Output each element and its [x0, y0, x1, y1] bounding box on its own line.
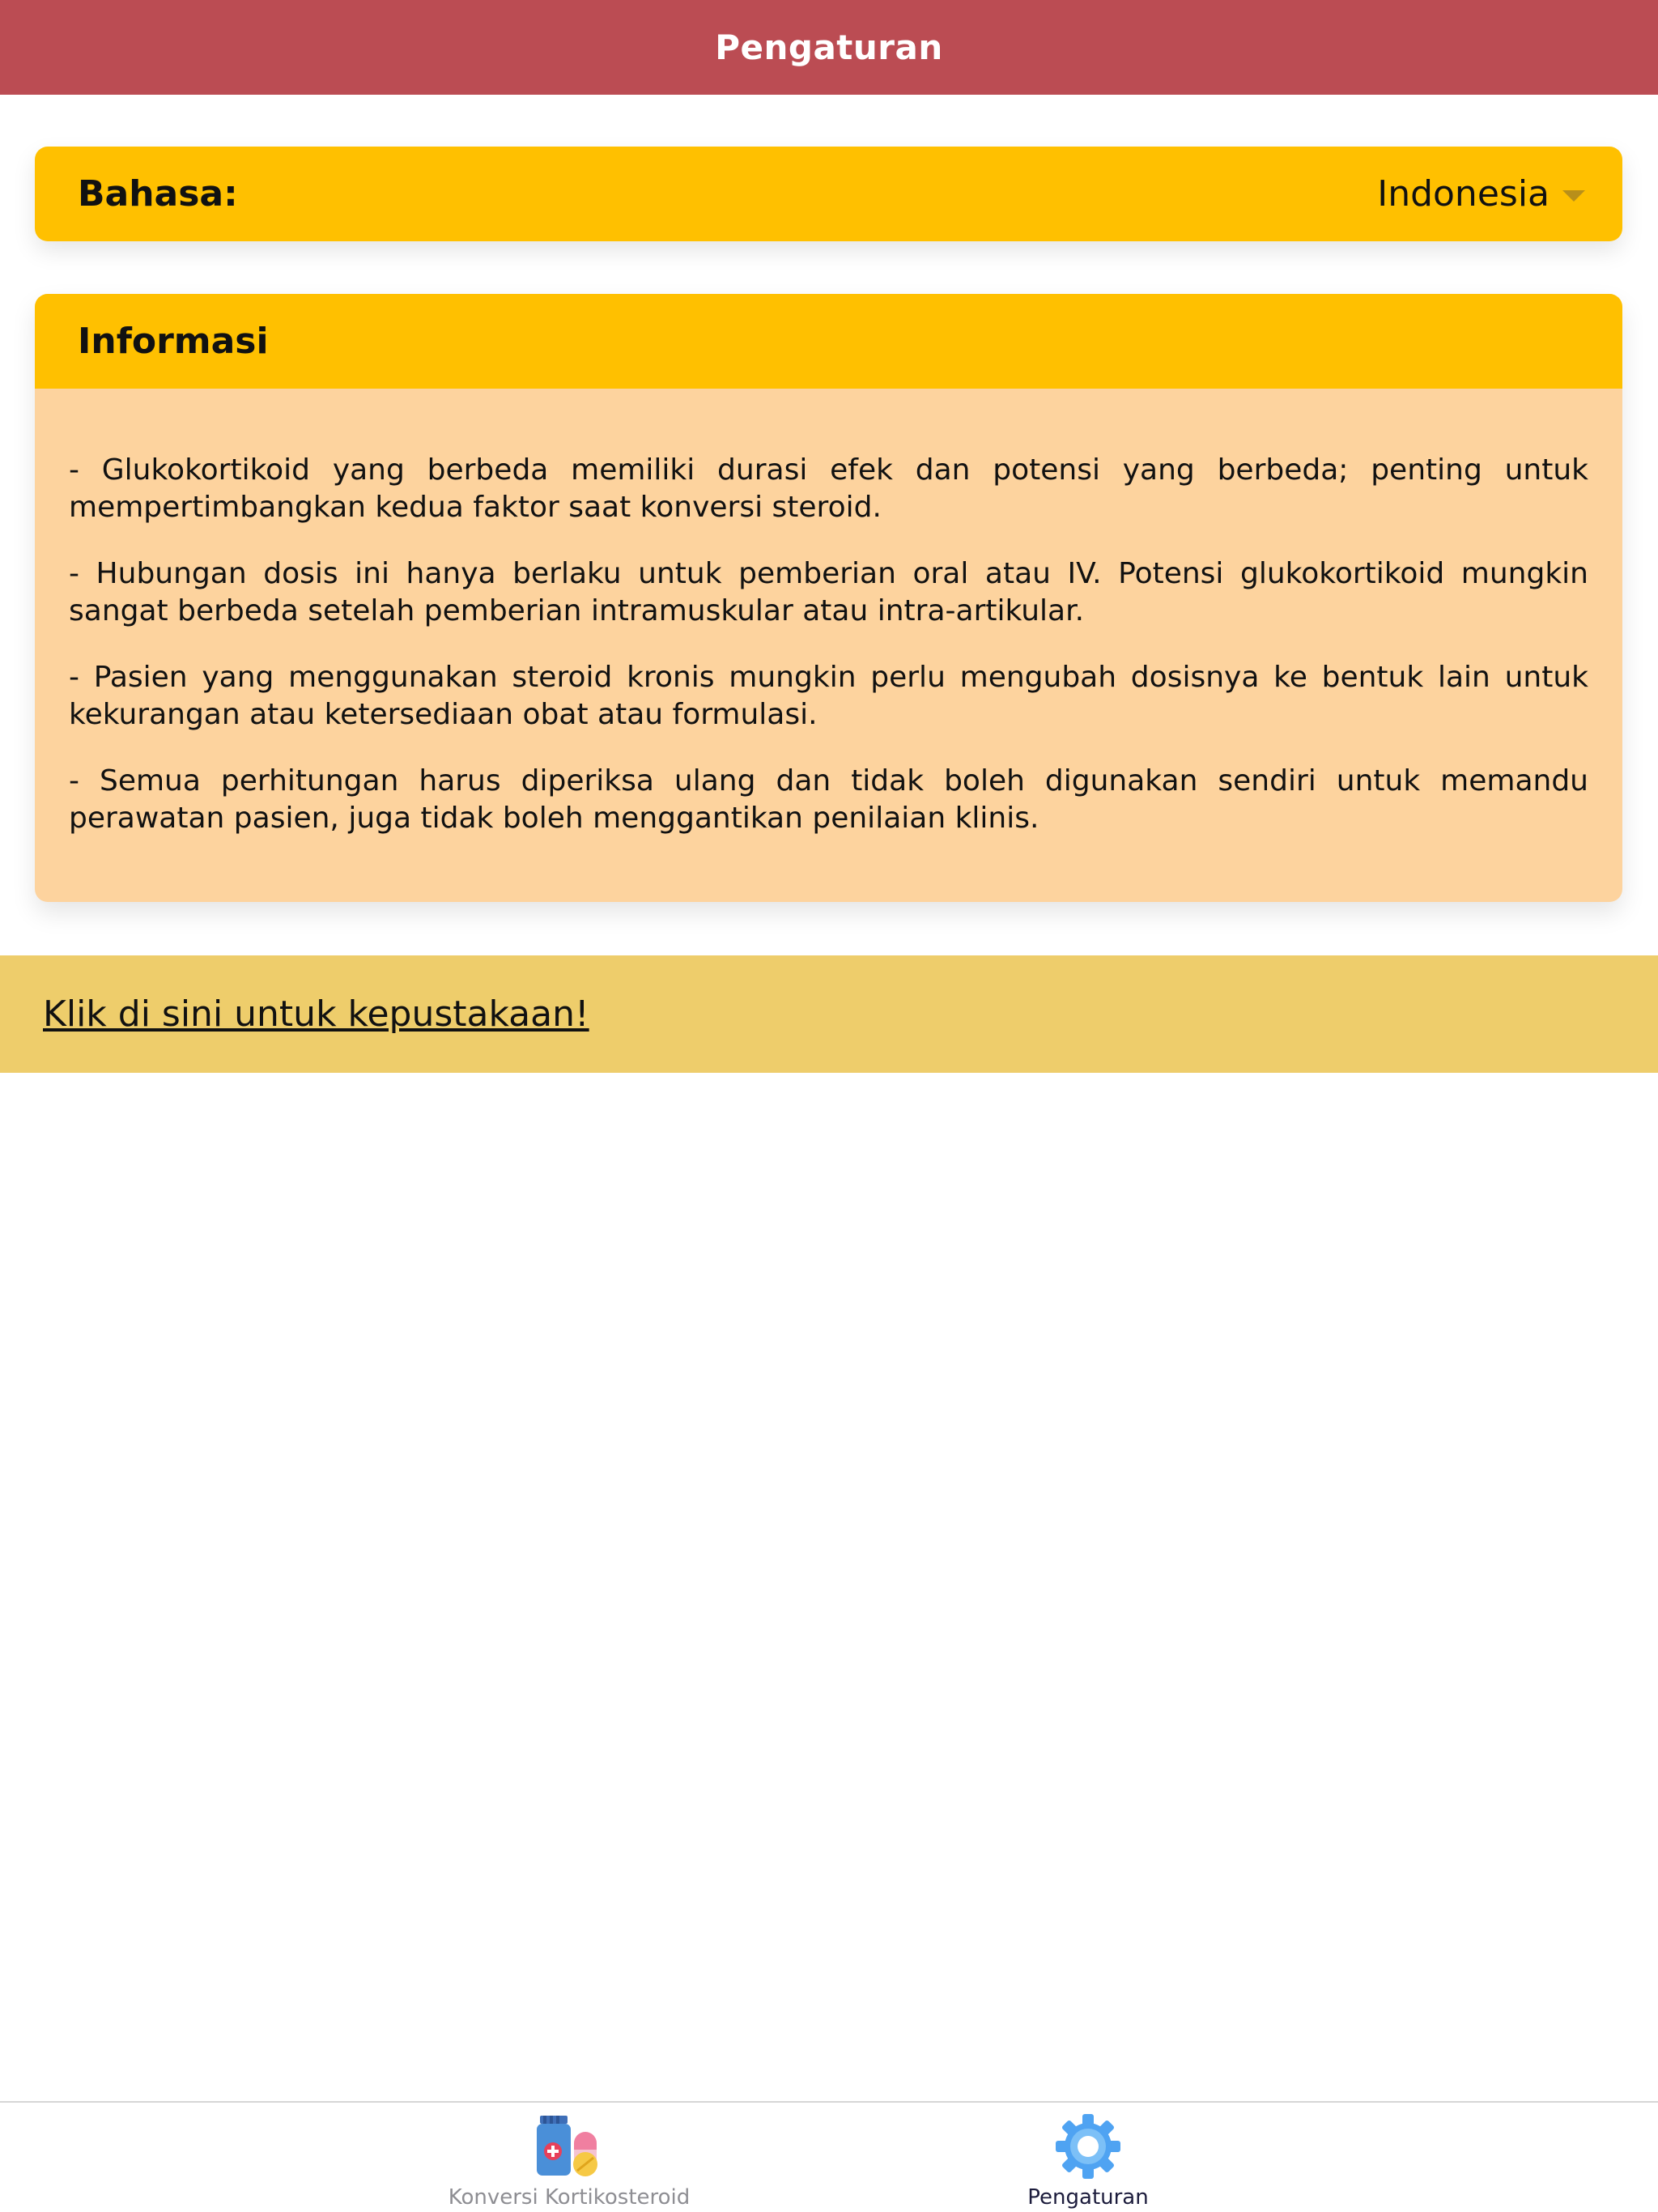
- info-paragraph: - Hubungan dosis ini hanya berlaku untuk pemberian oral atau IV. Potensi glukokortikoid mungkin sangat berbeda setelah pemberian intramuskular atau intra-artikular.: [69, 557, 1588, 627]
- tab-label: Pengaturan: [1027, 2185, 1149, 2210]
- tab-konversi-kortikosteroid[interactable]: [447, 2114, 691, 2210]
- medicine-bottle-icon: [534, 2114, 605, 2179]
- language-card: [35, 147, 1622, 241]
- info-body: [35, 389, 1622, 837]
- tab-label: Konversi Kortikosteroid: [448, 2185, 691, 2210]
- gear-icon: [1052, 2114, 1124, 2179]
- library-banner: [0, 955, 1658, 1073]
- info-card: [35, 294, 1622, 902]
- language-select[interactable]: [1377, 173, 1585, 215]
- language-value: Indonesia: [1377, 173, 1550, 215]
- info-header: [35, 294, 1622, 389]
- info-paragraph: - Semua perhitungan harus diperiksa ulang dan tidak boleh digunakan sendiri untuk memandu perawatan pasien, juga tidak boleh menggantikan penilaian klinis.: [69, 764, 1588, 835]
- info-paragraph: - Pasien yang menggunakan steroid kronis mungkin perlu mengubah dosisnya ke bentuk lain untuk kekurangan atau ketersediaan obat atau formulasi.: [69, 661, 1588, 731]
- chevron-down-icon: [1562, 190, 1585, 202]
- info-paragraph: - Glukokortikoid yang berbeda memiliki durasi efek dan potensi yang berbeda; penting untuk mempertimbangkan kedua faktor saat konversi steroid.: [69, 453, 1588, 524]
- app-header: [0, 0, 1658, 95]
- library-link[interactable]: Klik di sini untuk kepustakaan!: [43, 993, 589, 1035]
- info-title: Informasi: [78, 321, 269, 362]
- page-title: Pengaturan: [715, 28, 943, 67]
- tab-pengaturan[interactable]: [988, 2114, 1188, 2210]
- language-label: Bahasa:: [78, 173, 238, 215]
- tab-bar: [0, 2101, 1658, 2212]
